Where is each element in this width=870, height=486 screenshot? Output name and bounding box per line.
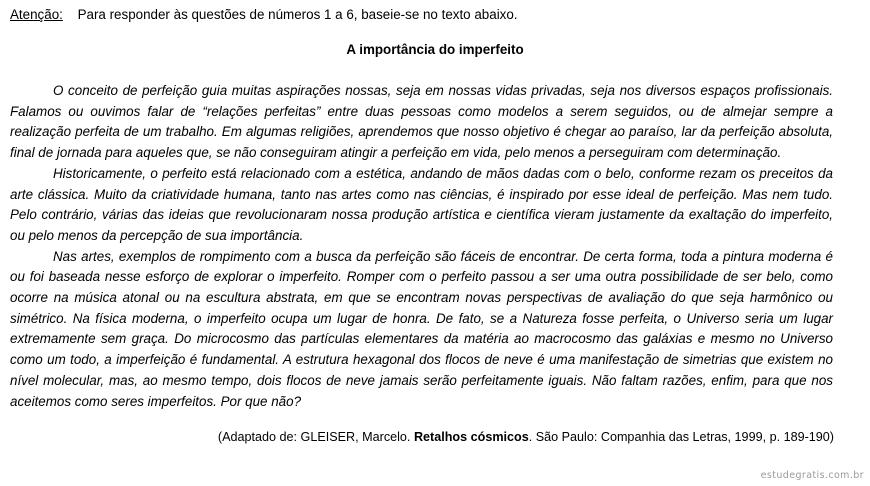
source-book-title: Retalhos cósmicos	[413, 430, 529, 444]
notice-label: Atenção:	[10, 7, 63, 22]
instruction-notice	[10, 6, 518, 24]
source-suffix: . São Paulo: Companhia das Letras, 1999, p. 189-190)	[528, 430, 834, 444]
paragraph-2: Historicamente, o perfeito está relacionado com a estética, andando de mãos dadas com o belo, conforme rezam os preceitos da arte clássica. Muito da criatividade humana, tanto nas artes como nas ciências, é inspirado por esse ideal de perfeição. Mas nem tudo. Pelo contrário, várias das ideias que revolucionaram nossa produção artística e científica vieram justamente da exaltação do imperfeito, ou pelo menos da percepção de sua importância.	[10, 165, 833, 243]
paragraph-3: Nas artes, exemplos de rompimento com a busca da perfeição são fáceis de encontrar. De certa forma, toda a pintura moderna é ou foi baseada nesse esforço de explorar o imperfeito. Romper com o perfeito passou a ser uma outra possibilidade de ser belo, como ocorre na música atonal ou na escultura abstrata, em que se encontram novas perspectivas de avaliação do que seja harmônico ou simétrico. Na física moderna, o imperfeito ocupa um lugar de honra. De fato, se a Natureza fosse perfeita, o Universo seria um lugar extremamente sem graça. Do microcosmo das partículas elementares da matéria ao macrocosmo das galáxias e mesmo no Universo como um todo, a imperfeição é fundamental. A estrutura hexagonal dos flocos de neve é uma manifestação de simetrias que existem no nível molecular, mas, ao mesmo tempo, dois flocos de neve jamais serão perfeitamente iguais. Não faltam razões, enfim, para que nos aceitemos como seres imperfeitos. Por que não?	[10, 248, 833, 409]
text-body	[10, 81, 833, 412]
paragraph-1: O conceito de perfeição guia muitas aspirações nossas, seja em nossas vidas privadas, seja nos diversos espaços profissionais. Falamos ou ouvimos falar de “relações perfeitas” entre duas pessoas como modelos a serem seguidos, ou de almejar sempre a realização perfeita de um trabalho. Em algumas religiões, aprendemos que nosso objetivo é chegar ao paraíso, lar da perfeição absoluta, final de jornada para aqueles que, se não conseguiram atingir a perfeição em vida, pelo menos a perseguiram com determinação.	[10, 83, 833, 161]
source-prefix: (Adaptado de: GLEISER, Marcelo.	[217, 430, 411, 444]
source-citation	[218, 428, 834, 446]
watermark: estudegratis.com.br	[760, 470, 864, 481]
text-title: A importância do imperfeito	[346, 42, 524, 57]
notice-text: Para responder às questões de números 1 a 6, baseie-se no texto abaixo.	[77, 7, 518, 22]
